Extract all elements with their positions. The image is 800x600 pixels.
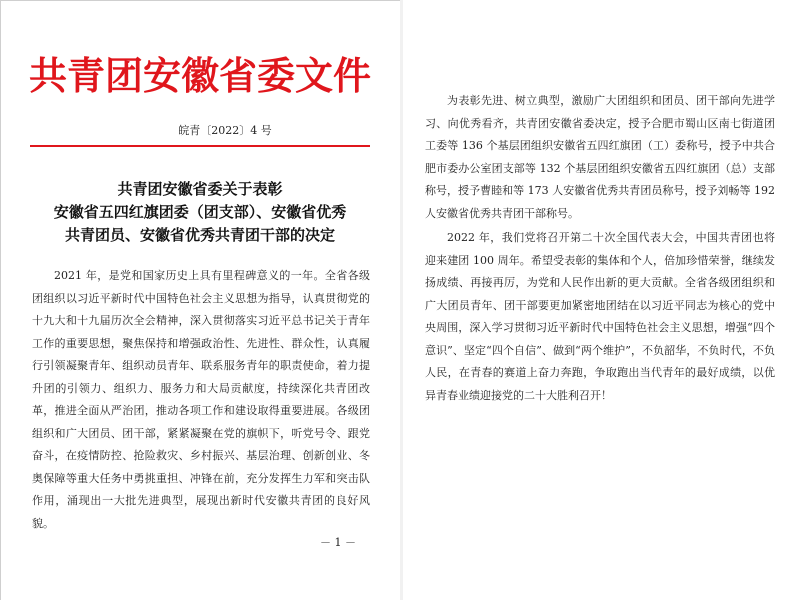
red-separator-rule	[30, 145, 370, 147]
body-section-left	[32, 265, 370, 535]
title-line-1: 共青团安徽省委关于表彰	[117, 180, 283, 198]
document-title	[20, 178, 380, 247]
document-masthead: 共青团安徽省委文件	[28, 53, 371, 98]
body-section-right	[425, 90, 775, 407]
page-edge-top	[0, 0, 400, 1]
page-two	[403, 0, 800, 600]
page-number: － 1 －	[320, 536, 356, 549]
body-paragraph-3: 2022 年，我们党将召开第二十次全国代表大会，中国共青团也将迎来建团 100 周年。希望受表彰的集体和个人，倍加珍惜荣誉，继续发扬成绩、再接再厉，为党和人民作出新的更大贡献。全省各级团组织和广大团员青年、团干部要更加紧密地团结在以习近平同志为核心的党中央周围，深入学习贯彻习近平新时代中国特色社会主义思想，增强“四个意识”、坚定“四个自信”、做到“两个维护”，不负韶华，不负时代，不负人民，在青春的赛道上奋力奔跑，争取跑出当代青年的最好成绩，以优异青春业绩迎接党的二十大胜利召开！	[425, 231, 775, 402]
body-paragraph-1: 2021 年，是党和国家历史上具有里程碑意义的一年。全省各级团组织以习近平新时代中国特色社会主义思想为指导，认真贯彻党的十九大和十九届历次全会精神，深入贯彻落实习近平总书记关于青年工作的重要思想，聚焦保持和增强政治性、先进性、群众性，认真履行引领凝聚青年、组织动员青年、联系服务青年的职责使命，着力提升团的引领力、组织力、服务力和大局贡献度，持续深化共青团改革，推进全面从严治团，推动各项工作和建设取得重要进展。各级团组织和广大团员、团干部，紧紧凝聚在党的旗帜下，听党号令、跟党奋斗，在疫情防控、抢险救灾、乡村振兴、基层治理、创新创业、冬奥保障等重大任务中勇挑重担、冲锋在前，充分发挥生力军和突击队作用，涌现出一大批先进典型，展现出新时代安徽共青团的良好风貌。	[32, 269, 370, 530]
title-line-2: 安徽省五四红旗团委（团支部）、安徽省优秀	[53, 203, 347, 221]
title-line-3: 共青团员、安徽省优秀共青团干部的决定	[64, 226, 335, 244]
body-paragraph-2: 为表彰先进、树立典型，激励广大团组织和团员、团干部向先进学习、向优秀看齐，共青团安徽省委决定，授予合肥市蜀山区南七街道团工委等 136 个基层团组织安徽省五四红旗团（工）委称号，授予中共合肥市委办公室团支部等 132 个基层团组织安徽省五四红旗团（总）支部称号，授予曹睦和等 173 人安徽省优秀共青团员称号，授予刘畅等 192 人安徽省优秀共青团干部称号。	[425, 94, 775, 220]
document-number: 皖青〔2022〕4 号	[178, 124, 272, 137]
